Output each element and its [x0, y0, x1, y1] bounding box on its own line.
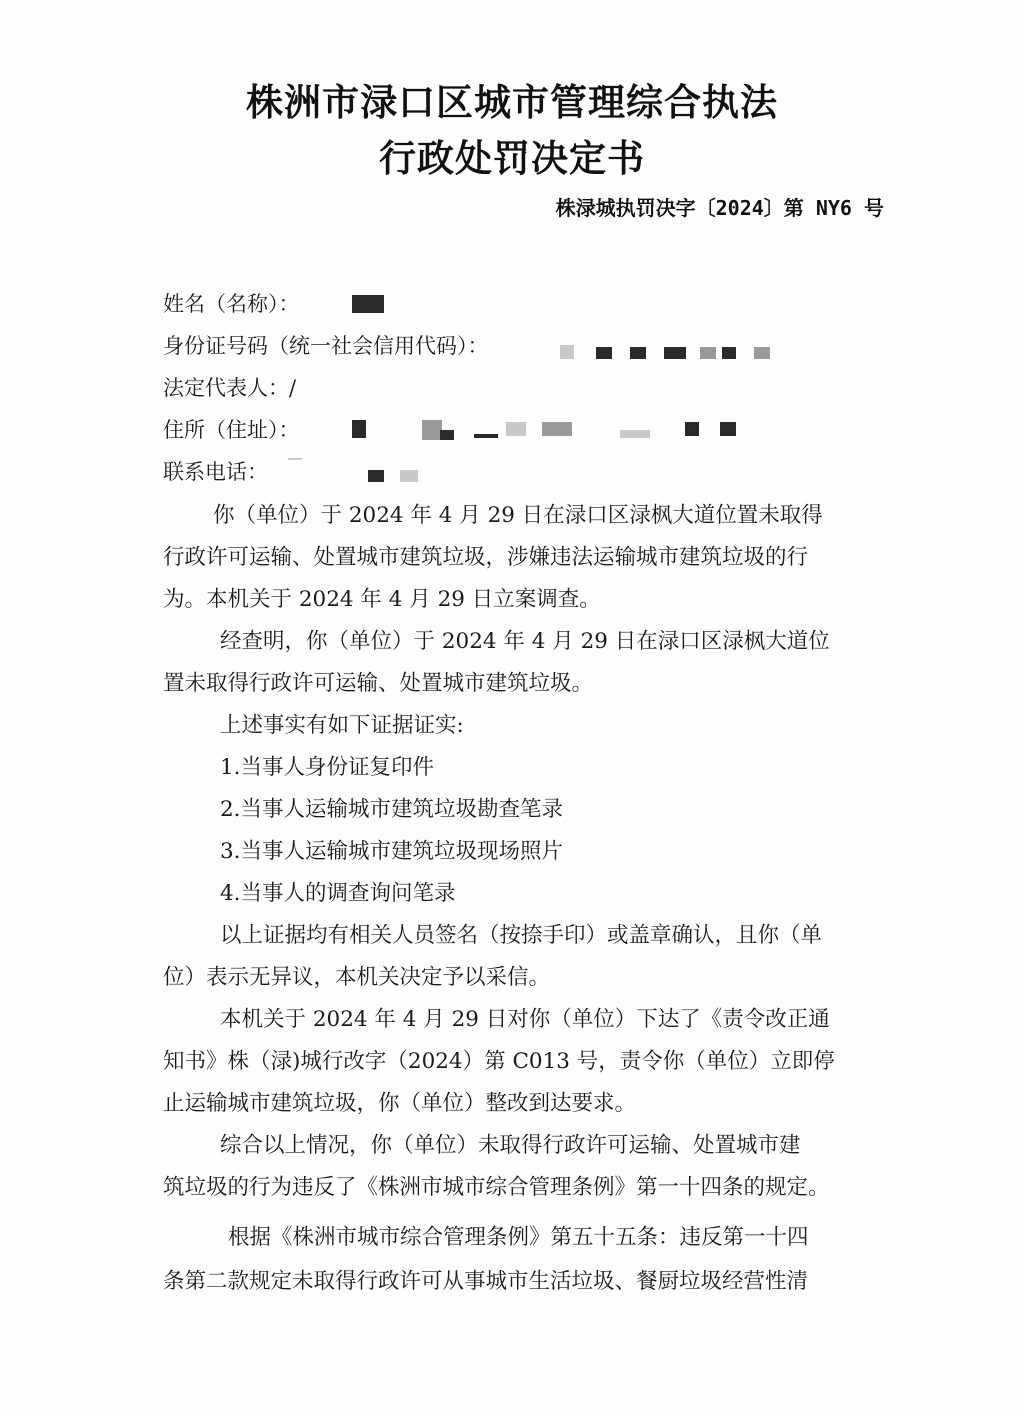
redacted-phone-block: [368, 470, 384, 482]
body-text-line: 以上证据均有相关人员签名（按捺手印）或盖章确认，且你（单: [220, 923, 823, 948]
redacted-address-block: [440, 430, 454, 440]
name-label: 姓名（名称）：: [163, 292, 300, 316]
redacted-address-block: [506, 422, 526, 436]
body-text-line: 行政许可运输、处置城市建筑垃圾，涉嫌违法运输城市建筑垃圾的行: [163, 545, 809, 570]
redacted-address-block: [620, 430, 650, 438]
evidence-item: 3.当事人运输城市建筑垃圾现场照片: [220, 839, 564, 864]
legal-representative-label: 法定代表人：/: [163, 376, 297, 400]
body-text-line: 你（单位）于 2024 年 4 月 29 日在渌口区渌枫大道位置未取得: [213, 503, 823, 528]
redacted-id-block: [630, 347, 646, 359]
evidence-item: 4.当事人的调查询问笔录: [220, 881, 456, 906]
id-number-label: 身份证号码（统一社会信用代码）：: [163, 334, 489, 358]
body-text-line: 位）表示无异议，本机关决定予以采信。: [163, 965, 551, 990]
redacted-address-block: [474, 434, 498, 438]
redacted-address-block: [685, 422, 699, 436]
document-number: 株渌城执罚决字〔2024〕第 NY6 号: [555, 196, 884, 220]
body-text-line: 置未取得行政许可运输、处置城市建筑垃圾。: [163, 671, 594, 696]
redacted-id-block: [664, 347, 686, 359]
document-subtitle: 行政处罚决定书: [379, 137, 645, 180]
redacted-id-block: [560, 345, 574, 359]
body-text-line: 本机关于 2024 年 4 月 29 日对你（单位）下达了《责令改正通: [220, 1007, 830, 1032]
body-text-line: 经查明，你（单位）于 2024 年 4 月 29 日在渌口区渌枫大道位: [220, 629, 830, 654]
redacted-id-block: [700, 347, 716, 359]
body-text-line: 筑垃圾的行为违反了《株洲市城市综合管理条例》第一十四条的规定。: [163, 1175, 830, 1200]
evidence-item: 2.当事人运输城市建筑垃圾勘查笔录: [220, 797, 564, 822]
body-text-line: 根据《株洲市城市综合管理条例》第五十五条：违反第一十四: [228, 1225, 809, 1250]
address-label: 住所（住址）：: [163, 418, 300, 442]
evidence-intro: 上述事实有如下证据证实:: [220, 713, 464, 738]
evidence-item: 1.当事人身份证复印件: [220, 755, 435, 780]
body-text-line: 条第二款规定未取得行政许可从事城市生活垃圾、餐厨垃圾经营性清: [163, 1269, 809, 1294]
redacted-phone-block: [288, 458, 302, 460]
body-text-line: 知书》株（渌)城行改字（2024）第 C013 号，责令你（单位）立即停: [163, 1049, 835, 1074]
redacted-id-block: [596, 347, 612, 359]
redacted-name: [352, 295, 384, 313]
redacted-id-block: [722, 347, 736, 359]
phone-label: 联系电话：: [163, 460, 268, 484]
redacted-address-block: [352, 420, 366, 438]
body-text-line: 止运输城市建筑垃圾，你（单位）整改到达要求。: [163, 1091, 637, 1116]
document-title: 株洲市渌口区城市管理综合执法: [246, 81, 778, 124]
redacted-address-block: [422, 420, 442, 440]
redacted-id-block: [754, 347, 770, 359]
body-text-line: 为。本机关于 2024 年 4 月 29 日立案调查。: [163, 587, 601, 612]
body-text-line: 综合以上情况，你（单位）未取得行政许可运输、处置城市建: [220, 1133, 801, 1158]
redacted-phone-block: [400, 470, 418, 482]
redacted-address-block: [720, 422, 736, 436]
redacted-address-block: [542, 422, 572, 436]
